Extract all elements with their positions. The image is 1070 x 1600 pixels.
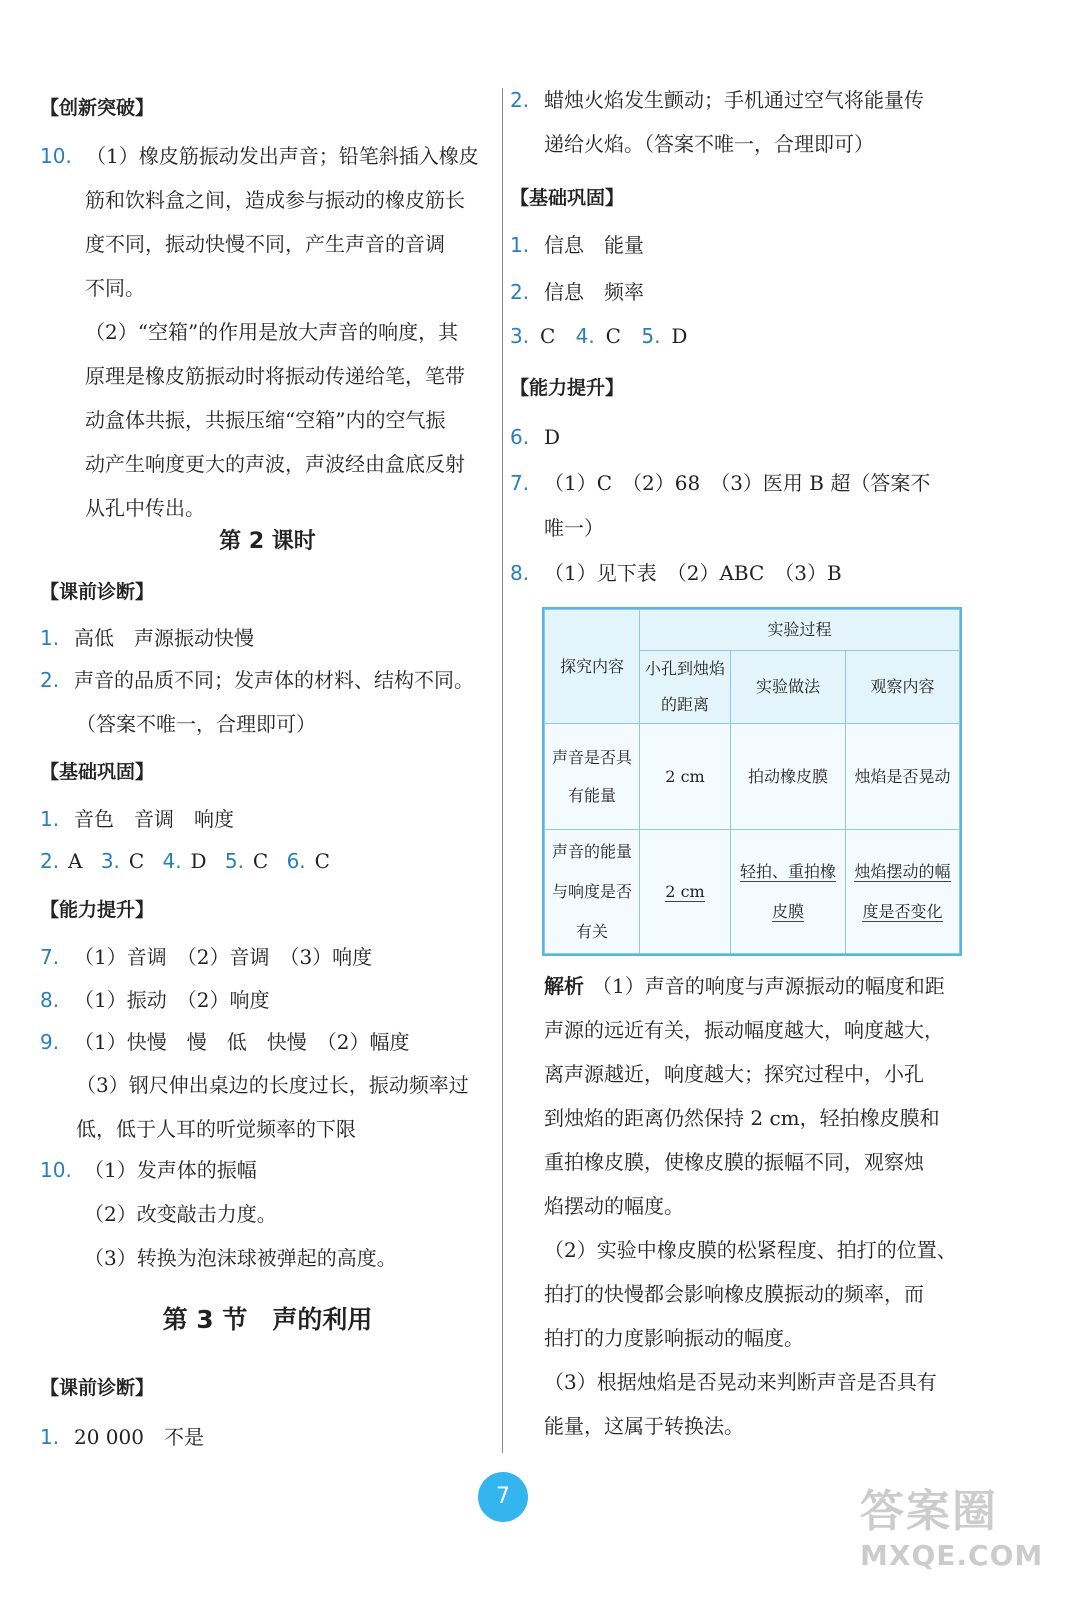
section-header-pre-diagnosis-3: 【课前诊断】 bbox=[40, 1377, 155, 1399]
question-number: 1. bbox=[40, 1425, 60, 1449]
ability-right-item-7 bbox=[510, 461, 930, 505]
analysis-line: 到烛焰的距离仍然保持 2 cm，轻拍橡皮膜和 bbox=[544, 1106, 940, 1130]
table-cell bbox=[640, 830, 731, 954]
question-number: 2. bbox=[40, 668, 60, 692]
question-number: 8. bbox=[510, 561, 530, 585]
basic-right-item-1 bbox=[510, 223, 644, 267]
table-header-distance: 小孔到烛焰的距离 bbox=[640, 651, 731, 724]
answer-text: （1）音调 （2）音调 （3）响度 bbox=[74, 945, 373, 969]
question-number: 3. bbox=[510, 324, 530, 348]
answer-text: （1）见下表 （2）ABC （3）B bbox=[544, 561, 842, 585]
lesson-title: 第 2 课时 bbox=[219, 529, 316, 554]
question-2 bbox=[510, 78, 924, 166]
analysis-line: 拍打的力度影响振动的幅度。 bbox=[544, 1326, 804, 1350]
section-header-pre-diagnosis: 【课前诊断】 bbox=[40, 581, 155, 603]
ability-right-item-7-cont: 唯一） bbox=[544, 516, 604, 540]
table-header-observe: 观察内容 bbox=[846, 651, 960, 724]
question-10 bbox=[40, 134, 479, 530]
ability-item-9-cont bbox=[76, 1063, 469, 1151]
question-number: 5. bbox=[641, 324, 661, 348]
answer-line: 不同。 bbox=[85, 276, 145, 300]
section-header-ability-right: 【能力提升】 bbox=[510, 377, 625, 399]
table-row bbox=[545, 724, 960, 830]
answer-line: 从孔中传出。 bbox=[85, 496, 205, 520]
answer-line: （1）发声体的振幅 bbox=[84, 1158, 257, 1182]
answer-text: （1）快慢 慢 低 快慢 （2）幅度 bbox=[74, 1030, 410, 1054]
answer-line: （2）“空箱”的作用是放大声音的响度，其 bbox=[85, 320, 459, 344]
answer-line: 动产生响度更大的声波，声波经由盒底反射 bbox=[85, 452, 465, 476]
answer-line: 动盒体共振，共振压缩“空箱”内的空气振 bbox=[85, 408, 446, 432]
choice-answer: C bbox=[605, 324, 621, 348]
analysis-line: （2）实验中橡皮膜的松紧程度、拍打的位置、 bbox=[544, 1238, 957, 1262]
pre-item-1 bbox=[40, 616, 254, 660]
ability-item-10 bbox=[40, 1148, 397, 1280]
question-number: 2. bbox=[510, 280, 530, 304]
answer-line: 度不同，振动快慢不同，产生声音的音调 bbox=[85, 232, 445, 256]
analysis-line: 能量，这属于转换法。 bbox=[544, 1414, 744, 1438]
answer-line: 筋和饮料盒之间，造成参与振动的橡皮筋长 bbox=[85, 188, 465, 212]
answer-line: （3）钢尺伸出桌边的长度过长，振动频率过 bbox=[76, 1073, 469, 1097]
answer-text: 20 000 不是 bbox=[74, 1425, 204, 1449]
analysis-line: 拍打的快慢都会影响橡皮膜振动的频率，而 bbox=[544, 1282, 924, 1306]
answer-text: 音色 音调 响度 bbox=[74, 807, 234, 831]
question-number: 5. bbox=[224, 849, 244, 873]
analysis-line: 声源的远近有关，振动幅度越大，响度越大， bbox=[544, 1018, 944, 1042]
ability-right-item-8 bbox=[510, 551, 842, 595]
choice-answer: A bbox=[68, 849, 83, 873]
answer-text: 高低 声源振动快慢 bbox=[74, 626, 254, 650]
answer-text: （1）振动 （2）响度 bbox=[74, 988, 270, 1012]
table-cell-text: 2 cm bbox=[665, 881, 705, 901]
analysis-line: 重拍橡皮膜，使橡皮膜的振幅不同，观察烛 bbox=[544, 1150, 924, 1174]
analysis bbox=[544, 964, 957, 1448]
answer-text: D bbox=[544, 425, 561, 449]
table-cell-text: 轻拍、重拍橡皮膜 bbox=[739, 861, 836, 921]
choice-answer: C bbox=[314, 849, 330, 873]
question-number: 10. bbox=[40, 144, 72, 168]
choice-answer: C bbox=[128, 849, 145, 873]
basic-right-choices bbox=[510, 314, 687, 358]
column-divider bbox=[502, 88, 503, 1453]
table-cell-text: 烛焰摆动的幅度是否变化 bbox=[854, 861, 951, 921]
table-cell: 2 cm bbox=[640, 724, 731, 830]
table-row bbox=[545, 830, 960, 954]
choice-answer: D bbox=[671, 324, 688, 348]
ability-item-8 bbox=[40, 978, 269, 1022]
question-number: 10. bbox=[40, 1158, 72, 1182]
table-cell: 声音是否具有能量 bbox=[545, 724, 640, 830]
basic-choices bbox=[40, 839, 330, 883]
table-header-explore: 探究内容 bbox=[545, 610, 640, 724]
ability-right-item-6 bbox=[510, 415, 560, 459]
pre3-item-1 bbox=[40, 1415, 204, 1459]
answer-text: 信息 频率 bbox=[544, 280, 644, 304]
pre-item-2-cont: （答案不唯一，合理即可） bbox=[76, 712, 316, 736]
question-number: 8. bbox=[40, 988, 60, 1012]
section-title: 第 3 节 声的利用 bbox=[162, 1305, 373, 1334]
section-header-basic-right: 【基础巩固】 bbox=[510, 187, 625, 209]
table-cell: 拍动橡皮膜 bbox=[731, 724, 846, 830]
table-cell bbox=[846, 830, 960, 954]
analysis-line: 焰摆动的幅度。 bbox=[544, 1194, 684, 1218]
choice-answer: D bbox=[190, 849, 207, 873]
question-number: 6. bbox=[510, 425, 530, 449]
question-number: 6. bbox=[286, 849, 306, 873]
answer-line: 递给火焰。（答案不唯一，合理即可） bbox=[544, 132, 874, 156]
question-number: 1. bbox=[40, 807, 60, 831]
choice-answer: C bbox=[252, 849, 269, 873]
question-number: 7. bbox=[40, 945, 60, 969]
question-number: 7. bbox=[510, 471, 530, 495]
question-number: 4. bbox=[575, 324, 595, 348]
question-number: 1. bbox=[510, 233, 530, 257]
question-number: 2. bbox=[40, 849, 60, 873]
question-number: 9. bbox=[40, 1030, 60, 1054]
page-number-badge: 7 bbox=[478, 1472, 528, 1522]
question-number: 3. bbox=[100, 849, 120, 873]
section-header-ability: 【能力提升】 bbox=[40, 899, 155, 921]
basic-item-1 bbox=[40, 797, 234, 841]
watermark-text-top: 答案圈 bbox=[860, 1486, 998, 1537]
answer-line: 低，低于人耳的听觉频率的下限 bbox=[76, 1117, 356, 1141]
pre-item-2 bbox=[40, 658, 474, 702]
answer-line: 原理是橡皮筋振动时将振动传递给笔，笔带 bbox=[85, 364, 465, 388]
basic-right-item-2 bbox=[510, 270, 644, 314]
analysis-line: 离声源越近，响度越大；探究过程中，小孔 bbox=[544, 1062, 924, 1086]
analysis-label: 解析 bbox=[544, 974, 584, 998]
analysis-line: （3）根据烛焰是否晃动来判断声音是否具有 bbox=[544, 1370, 937, 1394]
table-header-method: 实验做法 bbox=[731, 651, 846, 724]
watermark-text-bottom: MXQE.COM bbox=[860, 1539, 1044, 1572]
experiment-table bbox=[542, 607, 962, 956]
question-number: 4. bbox=[162, 849, 182, 873]
table-cell: 声音的能量与响度是否有关 bbox=[545, 830, 640, 954]
table-cell: 烛焰是否晃动 bbox=[846, 724, 960, 830]
analysis-line: （1）声音的响度与声源振动的幅度和距 bbox=[592, 974, 945, 998]
ability-item-9 bbox=[40, 1020, 409, 1064]
table-cell bbox=[731, 830, 846, 954]
question-number: 2. bbox=[510, 88, 530, 112]
question-number: 1. bbox=[40, 626, 60, 650]
section-header-basic: 【基础巩固】 bbox=[40, 761, 155, 783]
ability-item-7 bbox=[40, 935, 372, 979]
answer-text: 声音的品质不同；发声体的材料、结构不同。 bbox=[74, 668, 474, 692]
answer-line: （2）改变敲击力度。 bbox=[84, 1202, 277, 1226]
watermark-logo bbox=[860, 1475, 1060, 1590]
answer-text: 信息 能量 bbox=[544, 233, 644, 257]
answer-line: （1）橡皮筋振动发出声音；铅笔斜插入橡皮 bbox=[86, 144, 479, 168]
answer-text: （1）C （2）68 （3）医用 B 超（答案不 bbox=[544, 471, 931, 495]
choice-answer: C bbox=[540, 324, 556, 348]
answer-line: （3）转换为泡沫球被弹起的高度。 bbox=[84, 1246, 397, 1270]
answer-line: 蜡烛火焰发生颤动；手机通过空气将能量传 bbox=[544, 88, 924, 112]
section-header-innovation: 【创新突破】 bbox=[40, 97, 155, 119]
table-header-process: 实验过程 bbox=[640, 610, 960, 651]
